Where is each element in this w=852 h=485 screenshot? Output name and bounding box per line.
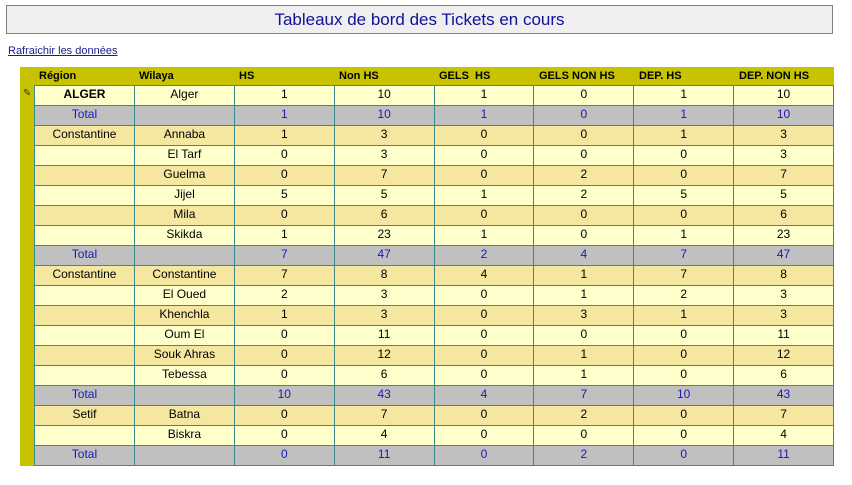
cell-non-hs[interactable]: 4 [334,426,434,446]
cell-gels-hs[interactable]: 0 [434,306,534,326]
cell-hs[interactable]: 0 [234,366,334,386]
cell-dep-hs[interactable]: 5 [634,186,734,206]
table-row[interactable] [35,426,834,446]
cell-wilaya[interactable] [134,246,234,266]
grid-header [20,67,834,85]
cell-region[interactable] [35,186,135,206]
cell-wilaya[interactable]: El Oued [134,286,234,306]
cell-region[interactable] [35,426,135,446]
cell-wilaya[interactable]: Annaba [134,126,234,146]
cell-dep-hs[interactable]: 0 [634,346,734,366]
cell-non-hs[interactable]: 43 [334,386,434,406]
cell-wilaya[interactable] [134,106,234,126]
cell-non-hs[interactable]: 11 [334,326,434,346]
row-selector[interactable] [20,85,34,105]
cell-hs[interactable]: 7 [234,266,334,286]
cell-wilaya[interactable]: El Tarf [134,146,234,166]
cell-wilaya[interactable]: Constantine [134,266,234,286]
cell-non-hs[interactable]: 47 [334,246,434,266]
table-row[interactable] [35,126,834,146]
cell-hs[interactable]: 0 [234,346,334,366]
cell-gels-non-hs[interactable]: 1 [534,346,634,366]
cell-gels-non-hs[interactable]: 0 [534,86,634,106]
cell-wilaya[interactable]: Khenchla [134,306,234,326]
cell-gels-non-hs[interactable]: 0 [534,226,634,246]
cell-region[interactable]: Constantine [35,126,135,146]
cell-dep-non-hs[interactable]: 8 [734,266,834,286]
cell-hs[interactable]: 0 [234,406,334,426]
cell-dep-non-hs[interactable]: 3 [734,126,834,146]
cell-gels-non-hs[interactable]: 2 [534,406,634,426]
cell-dep-hs[interactable]: 0 [634,206,734,226]
table-row[interactable] [35,86,834,106]
cell-gels-hs[interactable]: 1 [434,226,534,246]
cell-gels-non-hs[interactable]: 0 [534,206,634,226]
cell-hs[interactable]: 1 [234,226,334,246]
cell-dep-hs[interactable]: 0 [634,366,734,386]
data-table [34,85,834,466]
total-row[interactable] [35,246,834,266]
cell-non-hs[interactable]: 10 [334,106,434,126]
column-header-hs[interactable]: HS [239,70,255,82]
cell-dep-non-hs[interactable]: 7 [734,166,834,186]
cell-wilaya[interactable]: Oum El [134,326,234,346]
cell-gels-non-hs[interactable]: 2 [534,446,634,466]
table-row[interactable] [35,326,834,346]
table-row[interactable] [35,346,834,366]
cell-non-hs[interactable]: 5 [334,186,434,206]
cell-hs[interactable]: 7 [234,246,334,266]
column-header-dep-hs[interactable]: DEP. HS [639,70,682,82]
cell-dep-non-hs[interactable]: 23 [734,226,834,246]
cell-dep-non-hs[interactable]: 5 [734,186,834,206]
cell-gels-hs[interactable]: 0 [434,366,534,386]
total-row[interactable] [35,386,834,406]
cell-gels-hs[interactable]: 0 [434,146,534,166]
pencil-icon: ✎ [23,88,32,99]
cell-region[interactable]: Constantine [35,266,135,286]
cell-region[interactable]: Total [35,106,135,126]
cell-non-hs[interactable]: 12 [334,346,434,366]
cell-wilaya[interactable]: Skikda [134,226,234,246]
cell-gels-hs[interactable]: 4 [434,386,534,406]
cell-dep-hs[interactable]: 0 [634,446,734,466]
cell-gels-non-hs[interactable]: 1 [534,286,634,306]
cell-hs[interactable]: 0 [234,166,334,186]
cell-dep-hs[interactable]: 1 [634,86,734,106]
cell-hs[interactable]: 0 [234,146,334,166]
cell-dep-hs[interactable]: 7 [634,266,734,286]
cell-wilaya[interactable]: Mila [134,206,234,226]
cell-gels-non-hs[interactable]: 0 [534,326,634,346]
tickets-grid [20,67,834,466]
cell-hs[interactable]: 0 [234,446,334,466]
table-row[interactable] [35,166,834,186]
cell-region[interactable] [35,226,135,246]
cell-dep-hs[interactable]: 0 [634,146,734,166]
cell-non-hs[interactable]: 10 [334,86,434,106]
cell-hs[interactable]: 0 [234,426,334,446]
cell-dep-non-hs[interactable]: 6 [734,206,834,226]
cell-non-hs[interactable]: 3 [334,146,434,166]
cell-gels-hs[interactable]: 0 [434,346,534,366]
cell-region[interactable]: ALGER [35,86,135,106]
cell-dep-non-hs[interactable]: 10 [734,106,834,126]
page-title-box [6,5,833,34]
cell-dep-non-hs[interactable]: 11 [734,326,834,346]
cell-gels-non-hs[interactable]: 0 [534,106,634,126]
cell-dep-non-hs[interactable]: 12 [734,346,834,366]
cell-non-hs[interactable]: 3 [334,306,434,326]
cell-hs[interactable]: 10 [234,386,334,406]
cell-hs[interactable]: 1 [234,86,334,106]
cell-gels-hs[interactable]: 4 [434,266,534,286]
cell-hs[interactable]: 0 [234,326,334,346]
cell-hs[interactable]: 0 [234,206,334,226]
cell-region[interactable] [35,146,135,166]
cell-wilaya[interactable]: Biskra [134,426,234,446]
cell-region[interactable]: Total [35,446,135,466]
cell-dep-non-hs[interactable]: 43 [734,386,834,406]
table-row[interactable] [35,306,834,326]
cell-non-hs[interactable]: 3 [334,286,434,306]
cell-non-hs[interactable]: 3 [334,126,434,146]
cell-dep-hs[interactable]: 0 [634,406,734,426]
cell-dep-hs[interactable]: 2 [634,286,734,306]
cell-dep-non-hs[interactable]: 6 [734,366,834,386]
column-header-gels-non-hs[interactable]: GELS NON HS [539,70,615,82]
cell-gels-hs[interactable]: 0 [434,126,534,146]
cell-gels-non-hs[interactable]: 3 [534,306,634,326]
table-row[interactable] [35,406,834,426]
cell-gels-non-hs[interactable]: 1 [534,366,634,386]
cell-gels-hs[interactable]: 1 [434,86,534,106]
cell-non-hs[interactable]: 6 [334,206,434,226]
page-title: Tableaux de bord des Tickets en cours [274,9,565,29]
cell-region[interactable]: Setif [35,406,135,426]
cell-gels-non-hs[interactable]: 2 [534,186,634,206]
cell-wilaya[interactable] [134,446,234,466]
cell-gels-hs[interactable]: 2 [434,246,534,266]
cell-dep-hs[interactable]: 7 [634,246,734,266]
cell-region[interactable]: Total [35,386,135,406]
cell-wilaya[interactable]: Alger [134,86,234,106]
cell-dep-non-hs[interactable]: 10 [734,86,834,106]
cell-non-hs[interactable]: 11 [334,446,434,466]
table-row[interactable] [35,266,834,286]
cell-non-hs[interactable]: 7 [334,166,434,186]
cell-region[interactable] [35,286,135,306]
cell-gels-hs[interactable]: 0 [434,446,534,466]
column-header-non-hs[interactable]: Non HS [339,70,379,82]
cell-dep-hs[interactable]: 1 [634,226,734,246]
cell-dep-non-hs[interactable]: 3 [734,286,834,306]
cell-wilaya[interactable]: Guelma [134,166,234,186]
column-header-wilaya[interactable]: Wilaya [139,70,174,82]
cell-gels-hs[interactable]: 1 [434,186,534,206]
cell-dep-hs[interactable]: 0 [634,426,734,446]
cell-dep-hs[interactable]: 1 [634,306,734,326]
cell-wilaya[interactable]: Batna [134,406,234,426]
table-row[interactable] [35,366,834,386]
cell-gels-non-hs[interactable]: 0 [534,126,634,146]
total-row[interactable] [35,106,834,126]
cell-dep-non-hs[interactable]: 3 [734,306,834,326]
cell-gels-hs[interactable]: 0 [434,166,534,186]
table-row[interactable] [35,146,834,166]
cell-gels-non-hs[interactable]: 2 [534,166,634,186]
column-header-region[interactable]: Région [39,70,77,82]
cell-hs[interactable]: 1 [234,126,334,146]
cell-region[interactable] [35,206,135,226]
cell-wilaya[interactable]: Tebessa [134,366,234,386]
cell-gels-non-hs[interactable]: 7 [534,386,634,406]
cell-non-hs[interactable]: 7 [334,406,434,426]
total-row[interactable] [35,446,834,466]
cell-dep-non-hs[interactable]: 4 [734,426,834,446]
cell-wilaya[interactable] [134,386,234,406]
cell-gels-non-hs[interactable]: 4 [534,246,634,266]
cell-gels-hs[interactable]: 0 [434,286,534,306]
cell-region[interactable] [35,346,135,366]
cell-region[interactable] [35,326,135,346]
refresh-data-link[interactable]: Rafraichir les données [8,45,118,57]
cell-hs[interactable]: 5 [234,186,334,206]
cell-gels-hs[interactable]: 1 [434,106,534,126]
table-row[interactable] [35,226,834,246]
cell-region[interactable]: Total [35,246,135,266]
column-header-dep-non-hs[interactable]: DEP. NON HS [739,70,810,82]
cell-dep-non-hs[interactable]: 3 [734,146,834,166]
cell-gels-non-hs[interactable]: 0 [534,426,634,446]
table-row[interactable] [35,206,834,226]
cell-hs[interactable]: 2 [234,286,334,306]
cell-hs[interactable]: 1 [234,106,334,126]
cell-hs[interactable]: 1 [234,306,334,326]
cell-non-hs[interactable]: 23 [334,226,434,246]
cell-gels-non-hs[interactable]: 1 [534,266,634,286]
cell-wilaya[interactable]: Souk Ahras [134,346,234,366]
cell-gels-hs[interactable]: 0 [434,326,534,346]
cell-region[interactable] [35,166,135,186]
cell-gels-hs[interactable]: 0 [434,426,534,446]
cell-dep-non-hs[interactable]: 7 [734,406,834,426]
cell-dep-hs[interactable]: 1 [634,126,734,146]
cell-dep-hs[interactable]: 0 [634,166,734,186]
cell-gels-hs[interactable]: 0 [434,206,534,226]
cell-non-hs[interactable]: 8 [334,266,434,286]
cell-dep-hs[interactable]: 0 [634,326,734,346]
column-header-gels-hs[interactable]: GELS HS [439,70,491,82]
cell-region[interactable] [35,366,135,386]
cell-dep-hs[interactable]: 1 [634,106,734,126]
cell-dep-non-hs[interactable]: 47 [734,246,834,266]
cell-dep-hs[interactable]: 10 [634,386,734,406]
table-row[interactable] [35,286,834,306]
cell-dep-non-hs[interactable]: 11 [734,446,834,466]
cell-gels-hs[interactable]: 0 [434,406,534,426]
cell-region[interactable] [35,306,135,326]
cell-gels-non-hs[interactable]: 0 [534,146,634,166]
table-row[interactable] [35,186,834,206]
cell-wilaya[interactable]: Jijel [134,186,234,206]
cell-non-hs[interactable]: 6 [334,366,434,386]
